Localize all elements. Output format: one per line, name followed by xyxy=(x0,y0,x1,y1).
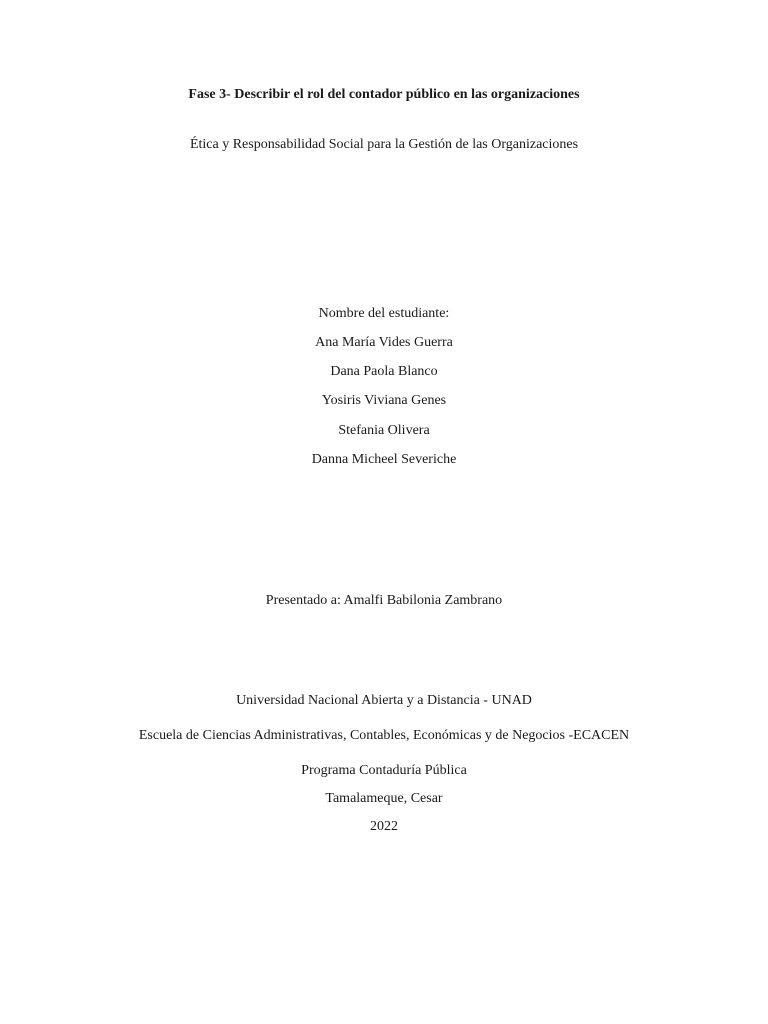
year: 2022 xyxy=(370,819,398,834)
student-list xyxy=(0,334,768,480)
student-name: Stefania Olivera xyxy=(338,422,430,438)
students-label: Nombre del estudiante: xyxy=(318,306,450,321)
presented-to: Presentado a: Amalfi Babilonia Zambrano xyxy=(265,593,503,608)
university-name: Universidad Nacional Abierta y a Distancia - UNAD xyxy=(236,693,532,708)
student-name: Ana María Vides Guerra xyxy=(315,335,453,350)
student-name: Yosiris Viviana Genes xyxy=(321,393,447,409)
school-name: Escuela de Ciencias Administrativas, Contables, Económicas y de Negocios -ECACEN xyxy=(138,728,630,743)
location: Tamalameque, Cesar xyxy=(325,791,443,806)
student-name: Danna Micheel Severiche xyxy=(311,451,457,467)
student-name: Dana Paola Blanco xyxy=(330,364,438,380)
document-title: Fase 3- Describir el rol del contador público en las organizaciones xyxy=(188,87,580,102)
course-name: Ética y Responsabilidad Social para la Gestión de las Organizaciones xyxy=(189,137,579,152)
program-name: Programa Contaduría Pública xyxy=(301,763,467,778)
